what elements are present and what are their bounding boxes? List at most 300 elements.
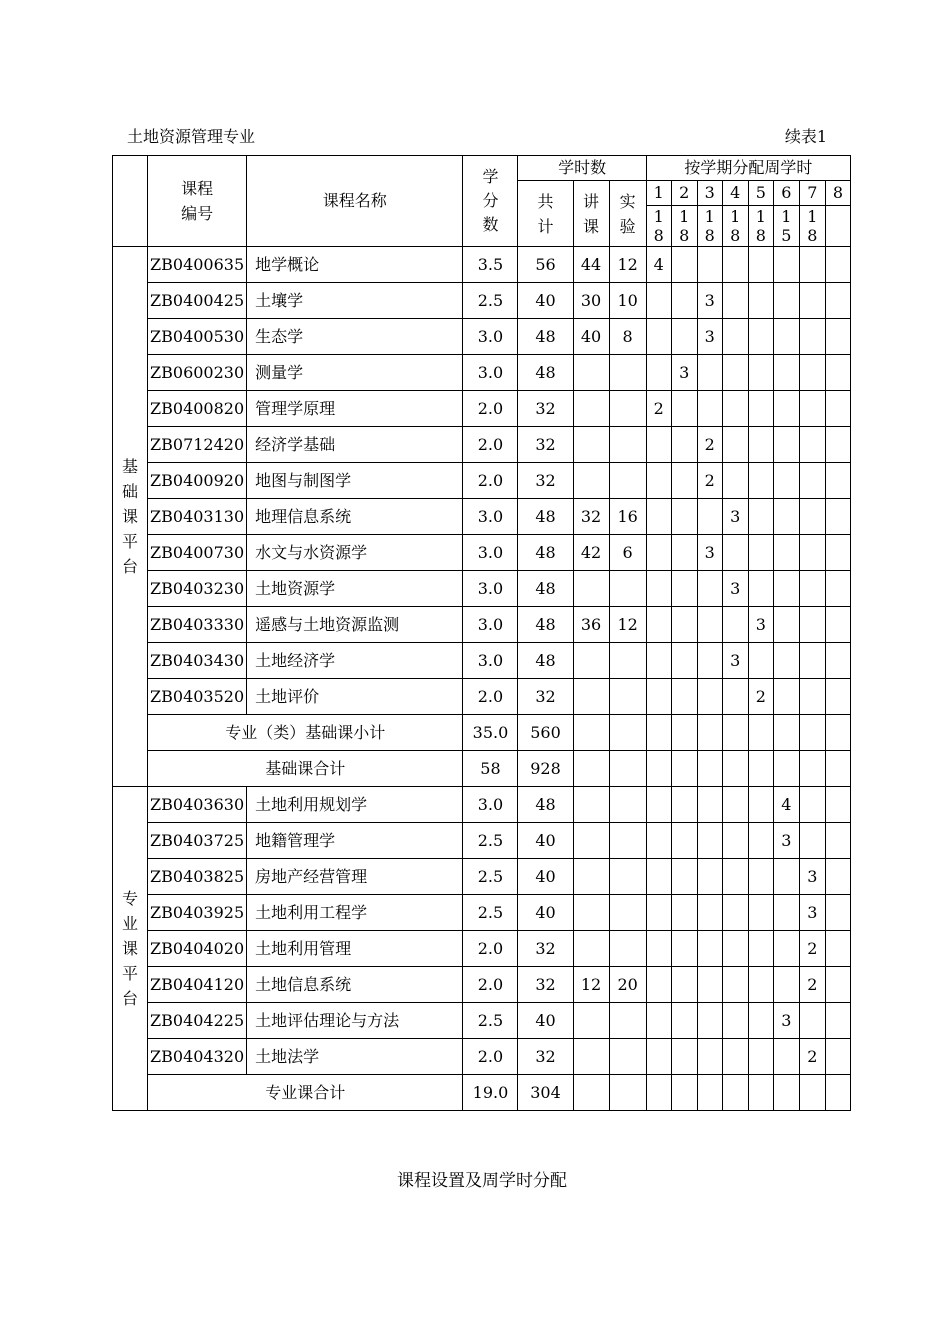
semester-hours — [671, 787, 697, 823]
semester-hours — [799, 679, 825, 715]
course-name: 土地资源学 — [247, 571, 463, 607]
header-lab-hours: 实 验 — [609, 181, 646, 247]
semester-hours — [773, 967, 799, 1003]
semester-hours — [671, 1003, 697, 1039]
semester-hours — [825, 1039, 850, 1075]
semester-hours — [646, 679, 671, 715]
lab-hours — [609, 463, 646, 499]
subtotal-row — [113, 715, 851, 751]
semester-hours: 2 — [799, 1039, 825, 1075]
semester-hours — [671, 859, 697, 895]
semester-hours — [748, 823, 773, 859]
empty-cell — [697, 751, 722, 787]
semester-hours: 2 — [646, 391, 671, 427]
semester-hours — [748, 787, 773, 823]
semester-hours — [773, 283, 799, 319]
lab-hours — [609, 895, 646, 931]
course-code: ZB0404120 — [148, 967, 247, 1003]
semester-hours — [697, 1039, 722, 1075]
semester-hours — [825, 895, 850, 931]
semester-hours: 3 — [722, 499, 748, 535]
semester-hours — [748, 643, 773, 679]
semester-hours — [722, 319, 748, 355]
total-hours: 40 — [518, 283, 573, 319]
course-credits: 3.0 — [463, 319, 518, 355]
total-hours: 48 — [518, 535, 573, 571]
semester-hours — [722, 463, 748, 499]
empty-cell — [671, 751, 697, 787]
course-credits: 3.0 — [463, 787, 518, 823]
course-code: ZB0403925 — [148, 895, 247, 931]
course-credits: 3.0 — [463, 535, 518, 571]
semester-hours — [825, 607, 850, 643]
semester-weeks: 1 8 — [697, 206, 722, 247]
course-credits: 2.5 — [463, 823, 518, 859]
lab-hours — [609, 427, 646, 463]
course-code: ZB0400635 — [148, 247, 247, 283]
semester-hours — [773, 427, 799, 463]
semester-hours — [825, 931, 850, 967]
lecture-hours — [573, 355, 609, 391]
lecture-hours — [573, 679, 609, 715]
table-row — [113, 823, 851, 859]
semester-hours — [671, 931, 697, 967]
lecture-hours — [573, 571, 609, 607]
lab-hours — [609, 787, 646, 823]
total-hours: 56 — [518, 247, 573, 283]
table-row — [113, 1039, 851, 1075]
course-name: 土地经济学 — [247, 643, 463, 679]
semester-hours — [773, 355, 799, 391]
total-hours: 32 — [518, 391, 573, 427]
semester-hours — [748, 859, 773, 895]
corner-cell — [113, 156, 148, 247]
table-row — [113, 643, 851, 679]
semester-number: 6 — [773, 181, 799, 206]
semester-number: 8 — [825, 181, 850, 206]
semester-hours — [799, 607, 825, 643]
semester-hours — [697, 823, 722, 859]
semester-hours — [671, 283, 697, 319]
total-hours: 48 — [518, 607, 573, 643]
semester-hours — [697, 679, 722, 715]
page-header — [127, 124, 827, 146]
semester-hours — [825, 463, 850, 499]
semester-hours: 3 — [722, 643, 748, 679]
semester-hours: 3 — [697, 535, 722, 571]
empty-cell — [722, 1075, 748, 1111]
course-credits: 3.0 — [463, 643, 518, 679]
course-code: ZB0403630 — [148, 787, 247, 823]
semester-hours — [773, 319, 799, 355]
header-lecture-hours: 讲 课 — [573, 181, 609, 247]
subtotal-row — [113, 751, 851, 787]
empty-cell — [748, 715, 773, 751]
continued-label: 续表1 — [784, 127, 827, 146]
table-body — [113, 247, 851, 1111]
course-code: ZB0600230 — [148, 355, 247, 391]
course-name: 经济学基础 — [247, 427, 463, 463]
lecture-hours: 42 — [573, 535, 609, 571]
semester-hours — [697, 355, 722, 391]
semester-hours — [671, 967, 697, 1003]
lecture-hours — [573, 1003, 609, 1039]
semester-hours — [671, 391, 697, 427]
total-hours: 40 — [518, 859, 573, 895]
total-hours: 48 — [518, 787, 573, 823]
semester-hours — [748, 895, 773, 931]
semester-hours — [646, 1003, 671, 1039]
semester-hours — [799, 247, 825, 283]
semester-hours — [799, 391, 825, 427]
course-code: ZB0712420 — [148, 427, 247, 463]
course-credits: 2.0 — [463, 967, 518, 1003]
semester-hours — [671, 499, 697, 535]
course-credits: 2.0 — [463, 931, 518, 967]
empty-cell — [573, 751, 609, 787]
table-row — [113, 247, 851, 283]
course-credits: 3.5 — [463, 247, 518, 283]
semester-hours — [825, 499, 850, 535]
course-code: ZB0400730 — [148, 535, 247, 571]
empty-cell — [748, 751, 773, 787]
semester-weeks: 1 5 — [773, 206, 799, 247]
course-credits: 2.0 — [463, 427, 518, 463]
empty-cell — [722, 751, 748, 787]
major-name: 土地资源管理专业 — [127, 127, 256, 146]
course-code: ZB0400530 — [148, 319, 247, 355]
total-hours: 40 — [518, 895, 573, 931]
empty-cell — [609, 1075, 646, 1111]
course-code: ZB0403430 — [148, 643, 247, 679]
semester-hours — [722, 679, 748, 715]
semester-hours — [697, 967, 722, 1003]
semester-hours: 2 — [799, 931, 825, 967]
semester-weeks: 1 8 — [646, 206, 671, 247]
course-code: ZB0403825 — [148, 859, 247, 895]
lab-hours: 20 — [609, 967, 646, 1003]
empty-cell — [646, 1075, 671, 1111]
subtotal-label: 专业（类）基础课小计 — [148, 715, 463, 751]
lecture-hours: 12 — [573, 967, 609, 1003]
semester-hours — [697, 571, 722, 607]
lecture-hours — [573, 859, 609, 895]
semester-hours — [825, 391, 850, 427]
semester-hours — [697, 391, 722, 427]
course-name: 管理学原理 — [247, 391, 463, 427]
semester-hours: 3 — [697, 319, 722, 355]
lab-hours — [609, 1003, 646, 1039]
empty-cell — [825, 751, 850, 787]
total-hours: 32 — [518, 967, 573, 1003]
table-row — [113, 427, 851, 463]
lecture-hours — [573, 391, 609, 427]
semester-hours — [773, 679, 799, 715]
course-credits: 2.5 — [463, 859, 518, 895]
course-table — [112, 155, 851, 1111]
course-credits: 2.5 — [463, 283, 518, 319]
lecture-hours — [573, 1039, 609, 1075]
semester-hours — [697, 1003, 722, 1039]
empty-cell — [799, 1075, 825, 1111]
semester-hours — [646, 427, 671, 463]
course-code: ZB0400920 — [148, 463, 247, 499]
semester-hours — [646, 895, 671, 931]
semester-hours — [748, 427, 773, 463]
lecture-hours: 32 — [573, 499, 609, 535]
lab-hours — [609, 643, 646, 679]
empty-cell — [773, 715, 799, 751]
semester-hours — [671, 319, 697, 355]
lab-hours: 6 — [609, 535, 646, 571]
semester-hours — [799, 355, 825, 391]
semester-hours — [697, 607, 722, 643]
total-hours: 48 — [518, 319, 573, 355]
course-name: 土地评价 — [247, 679, 463, 715]
semester-hours: 3 — [773, 1003, 799, 1039]
semester-hours — [722, 427, 748, 463]
table-row — [113, 1003, 851, 1039]
empty-cell — [773, 751, 799, 787]
table-row — [113, 931, 851, 967]
course-name: 地图与制图学 — [247, 463, 463, 499]
semester-hours: 2 — [697, 463, 722, 499]
total-hours: 48 — [518, 571, 573, 607]
course-name: 土地利用管理 — [247, 931, 463, 967]
total-hours: 32 — [518, 1039, 573, 1075]
semester-number: 4 — [722, 181, 748, 206]
empty-cell — [799, 751, 825, 787]
semester-hours — [671, 571, 697, 607]
lab-hours — [609, 679, 646, 715]
total-hours: 48 — [518, 355, 573, 391]
semester-hours — [773, 463, 799, 499]
semester-hours — [671, 679, 697, 715]
semester-hours — [671, 643, 697, 679]
semester-hours — [748, 355, 773, 391]
semester-weeks: 1 8 — [799, 206, 825, 247]
semester-hours — [773, 895, 799, 931]
total-hours: 48 — [518, 643, 573, 679]
header-total-hours: 共 计 — [518, 181, 573, 247]
semester-hours — [825, 535, 850, 571]
empty-cell — [748, 1075, 773, 1111]
semester-hours — [646, 1039, 671, 1075]
lab-hours: 16 — [609, 499, 646, 535]
semester-hours — [697, 931, 722, 967]
lab-hours — [609, 859, 646, 895]
semester-hours — [748, 1039, 773, 1075]
semester-hours — [671, 247, 697, 283]
lecture-hours — [573, 427, 609, 463]
semester-hours — [722, 535, 748, 571]
semester-hours — [748, 535, 773, 571]
semester-hours: 4 — [646, 247, 671, 283]
semester-hours — [722, 859, 748, 895]
lecture-hours — [573, 931, 609, 967]
semester-hours — [748, 283, 773, 319]
subtotal-hours: 304 — [518, 1075, 573, 1111]
semester-hours — [825, 643, 850, 679]
semester-hours — [748, 967, 773, 1003]
total-hours: 48 — [518, 499, 573, 535]
semester-hours — [773, 391, 799, 427]
semester-weeks: 1 8 — [671, 206, 697, 247]
course-code: ZB0400820 — [148, 391, 247, 427]
semester-hours — [646, 931, 671, 967]
course-name: 土地法学 — [247, 1039, 463, 1075]
semester-hours — [748, 463, 773, 499]
semester-hours: 3 — [799, 859, 825, 895]
lecture-hours — [573, 643, 609, 679]
table-row — [113, 859, 851, 895]
semester-number: 1 — [646, 181, 671, 206]
semester-hours — [825, 859, 850, 895]
course-credits: 3.0 — [463, 607, 518, 643]
course-code: ZB0400425 — [148, 283, 247, 319]
semester-hours — [748, 247, 773, 283]
semester-hours — [799, 499, 825, 535]
semester-hours: 3 — [671, 355, 697, 391]
semester-hours — [646, 535, 671, 571]
semester-hours — [799, 427, 825, 463]
semester-hours — [722, 967, 748, 1003]
empty-cell — [609, 715, 646, 751]
course-name: 测量学 — [247, 355, 463, 391]
semester-hours — [748, 391, 773, 427]
semester-hours — [825, 823, 850, 859]
empty-cell — [799, 715, 825, 751]
course-name: 地学概论 — [247, 247, 463, 283]
subtotal-hours: 928 — [518, 751, 573, 787]
semester-hours — [799, 535, 825, 571]
subtotal-label: 专业课合计 — [148, 1075, 463, 1111]
semester-hours — [825, 427, 850, 463]
course-name: 土壤学 — [247, 283, 463, 319]
semester-hours — [646, 319, 671, 355]
table-row — [113, 895, 851, 931]
total-hours: 32 — [518, 931, 573, 967]
course-code: ZB0404320 — [148, 1039, 247, 1075]
course-credits: 3.0 — [463, 355, 518, 391]
course-credits: 3.0 — [463, 499, 518, 535]
semester-hours — [748, 931, 773, 967]
semester-hours — [773, 499, 799, 535]
semester-hours — [799, 463, 825, 499]
semester-hours — [646, 823, 671, 859]
empty-cell — [646, 715, 671, 751]
total-hours: 32 — [518, 427, 573, 463]
lecture-hours: 36 — [573, 607, 609, 643]
empty-cell — [573, 1075, 609, 1111]
table-row — [113, 967, 851, 1003]
table-header — [113, 156, 851, 247]
empty-cell — [773, 1075, 799, 1111]
course-code: ZB0404225 — [148, 1003, 247, 1039]
course-credits: 2.0 — [463, 1039, 518, 1075]
semester-hours — [646, 643, 671, 679]
semester-hours — [722, 355, 748, 391]
header-semester-distribution: 按学期分配周学时 — [646, 156, 850, 181]
semester-hours — [825, 967, 850, 1003]
semester-hours — [671, 535, 697, 571]
subtotal-credits: 19.0 — [463, 1075, 518, 1111]
semester-hours — [697, 247, 722, 283]
semester-hours — [722, 247, 748, 283]
semester-hours — [748, 1003, 773, 1039]
empty-cell — [825, 1075, 850, 1111]
header-course-code: 课程 编号 — [148, 156, 247, 247]
table-row — [113, 607, 851, 643]
table-caption: 课程设置及周学时分配 — [397, 1171, 567, 1191]
empty-cell — [671, 1075, 697, 1111]
subtotal-credits: 35.0 — [463, 715, 518, 751]
subtotal-hours: 560 — [518, 715, 573, 751]
lecture-hours: 30 — [573, 283, 609, 319]
semester-hours — [825, 355, 850, 391]
semester-hours: 2 — [748, 679, 773, 715]
semester-hours — [799, 283, 825, 319]
course-name: 土地信息系统 — [247, 967, 463, 1003]
semester-hours — [748, 499, 773, 535]
semester-number: 5 — [748, 181, 773, 206]
semester-hours — [825, 283, 850, 319]
header-course-name: 课程名称 — [247, 156, 463, 247]
empty-cell — [671, 715, 697, 751]
table-row — [113, 355, 851, 391]
semester-hours: 3 — [773, 823, 799, 859]
course-name: 土地利用规划学 — [247, 787, 463, 823]
course-code: ZB0403520 — [148, 679, 247, 715]
subtotal-label: 基础课合计 — [148, 751, 463, 787]
course-name: 水文与水资源学 — [247, 535, 463, 571]
empty-cell — [697, 715, 722, 751]
semester-hours — [825, 319, 850, 355]
semester-hours — [646, 463, 671, 499]
semester-hours: 4 — [773, 787, 799, 823]
semester-hours — [799, 319, 825, 355]
semester-hours: 3 — [697, 283, 722, 319]
semester-hours — [646, 607, 671, 643]
semester-hours — [671, 895, 697, 931]
semester-hours — [646, 571, 671, 607]
header-credits: 学 分 数 — [463, 156, 518, 247]
empty-cell — [697, 1075, 722, 1111]
subtotal-row — [113, 1075, 851, 1111]
total-hours: 32 — [518, 463, 573, 499]
course-name: 遥感与土地资源监测 — [247, 607, 463, 643]
header-hours: 学时数 — [518, 156, 646, 181]
lab-hours — [609, 391, 646, 427]
empty-cell — [573, 715, 609, 751]
course-code: ZB0403330 — [148, 607, 247, 643]
section-label: 专 业 课 平 台 — [113, 787, 148, 1111]
semester-hours — [825, 571, 850, 607]
semester-hours — [671, 463, 697, 499]
total-hours: 40 — [518, 823, 573, 859]
empty-cell — [825, 715, 850, 751]
semester-hours: 3 — [799, 895, 825, 931]
lecture-hours — [573, 895, 609, 931]
course-name: 房地产经营管理 — [247, 859, 463, 895]
table-row — [113, 463, 851, 499]
semester-hours — [773, 535, 799, 571]
section-label: 基 础 课 平 台 — [113, 247, 148, 787]
empty-cell — [609, 751, 646, 787]
empty-cell — [722, 715, 748, 751]
semester-hours — [773, 931, 799, 967]
course-credits: 2.5 — [463, 1003, 518, 1039]
